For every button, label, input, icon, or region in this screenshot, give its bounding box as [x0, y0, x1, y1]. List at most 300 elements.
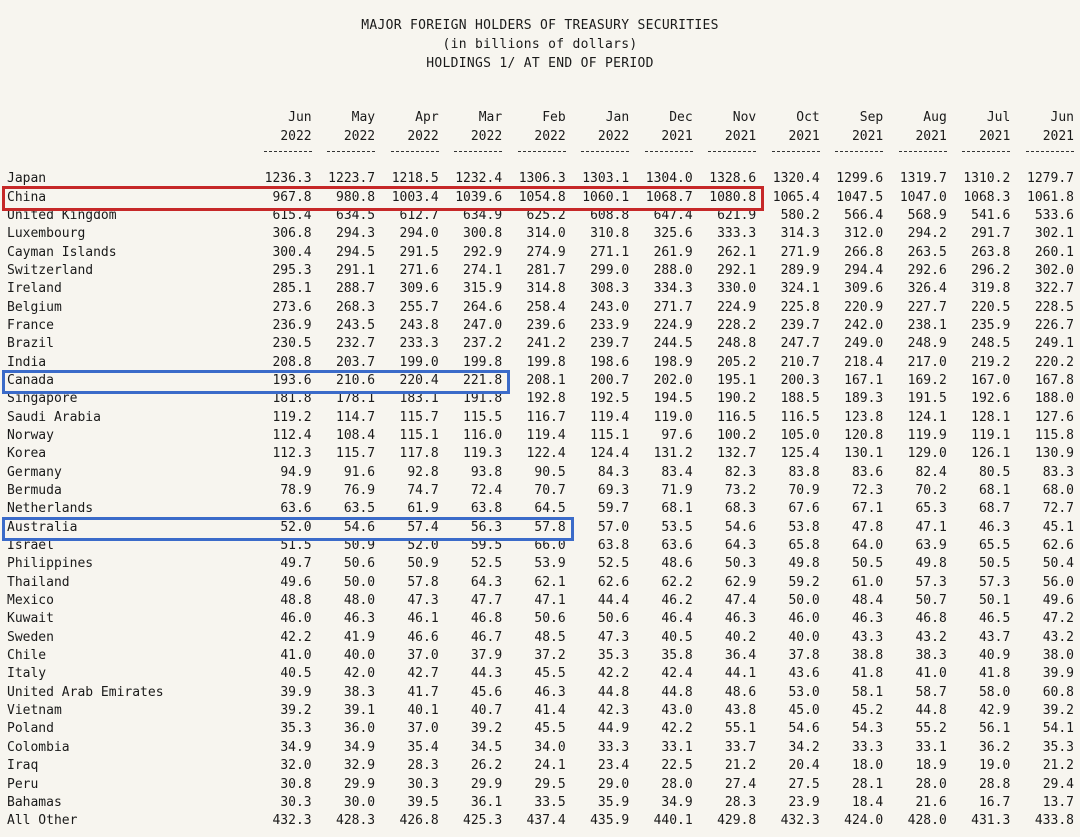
holding-value: 294.0 [399, 226, 439, 242]
holding-value: 34.9 [280, 739, 312, 755]
holding-value: 300.4 [272, 244, 312, 260]
holding-value: 268.3 [336, 299, 376, 315]
holding-value: 208.1 [526, 372, 566, 388]
holding-value: 73.2 [724, 483, 757, 499]
table-row [4, 317, 1076, 335]
holding-value: 1320.4 [772, 171, 820, 187]
country-name: Poland [7, 721, 54, 737]
holding-value: 292.1 [717, 262, 757, 278]
country-name: Vietnam [7, 703, 62, 719]
period-header [885, 108, 949, 152]
holding-value: 49.8 [788, 556, 820, 572]
holding-value: 615.4 [272, 207, 312, 223]
holding-value: 28.0 [661, 776, 693, 792]
holding-value: 119.9 [907, 427, 947, 443]
holding-value: 274.9 [526, 244, 566, 260]
period-header [314, 108, 378, 152]
holding-value: 1319.7 [899, 171, 947, 187]
holding-value: 1304.0 [645, 171, 693, 187]
holding-value: 608.8 [590, 207, 630, 223]
holding-value: 119.3 [463, 446, 503, 462]
holding-value: 1218.5 [391, 171, 439, 187]
country-name: Sweden [7, 629, 54, 645]
holding-value: 48.5 [534, 629, 566, 645]
holding-value: 248.8 [717, 336, 757, 352]
holding-value: 192.6 [971, 391, 1011, 407]
holding-value: 28.0 [915, 776, 947, 792]
holding-value: 1039.6 [455, 189, 503, 205]
holding-value: 46.8 [915, 611, 947, 627]
holding-value: 315.9 [463, 281, 503, 297]
holding-value: 120.8 [844, 427, 884, 443]
header-spacer [4, 152, 1076, 170]
country-name: Belgium [7, 299, 62, 315]
holding-value: 45.5 [534, 721, 566, 737]
holding-value: 68.3 [724, 501, 757, 517]
holding-value: 29.4 [1042, 776, 1074, 792]
table-row [4, 408, 1076, 426]
holding-value: 46.3 [724, 611, 757, 627]
holding-value: 263.8 [971, 244, 1011, 260]
holding-value: 40.2 [724, 629, 757, 645]
holding-value: 228.2 [717, 317, 757, 333]
holding-value: 39.9 [280, 684, 312, 700]
holding-value: 1080.8 [709, 189, 757, 205]
holding-value: 63.8 [597, 538, 630, 554]
period-year: 2022 [470, 129, 503, 144]
holding-value: 192.5 [590, 391, 630, 407]
holding-value: 242.0 [844, 317, 884, 333]
country-name: Germany [7, 464, 62, 480]
holding-value: 30.8 [280, 776, 312, 792]
country-name: Italy [7, 666, 47, 682]
holding-value: 36.4 [724, 648, 757, 664]
holding-value: 65.5 [978, 538, 1011, 554]
holding-value: 220.5 [971, 299, 1011, 315]
holding-value: 39.2 [1042, 703, 1074, 719]
holding-value: 30.0 [343, 794, 376, 810]
holding-value: 220.9 [844, 299, 884, 315]
holding-value: 52.5 [597, 556, 630, 572]
holding-value: 127.6 [1034, 409, 1074, 425]
holding-value: 61.0 [851, 574, 884, 590]
holding-value: 48.0 [343, 593, 376, 609]
holding-value: 227.7 [907, 299, 947, 315]
table-row [4, 519, 1076, 537]
holding-value: 53.5 [661, 519, 693, 535]
holding-value: 191.5 [907, 391, 947, 407]
holding-value: 1047.5 [836, 189, 884, 205]
holding-value: 50.6 [534, 611, 566, 627]
holding-value: 57.3 [915, 574, 947, 590]
holding-value: 199.0 [399, 354, 439, 370]
holding-value: 33.3 [597, 739, 630, 755]
holding-value: 285.1 [272, 281, 312, 297]
holding-value: 50.3 [724, 556, 757, 572]
holding-value: 1054.8 [518, 189, 566, 205]
holding-value: 45.2 [851, 703, 884, 719]
holding-value: 38.3 [343, 684, 376, 700]
holding-value: 52.5 [470, 556, 503, 572]
holding-value: 634.9 [463, 207, 503, 223]
holding-value: 36.2 [978, 739, 1011, 755]
holding-value: 188.5 [780, 391, 820, 407]
holding-value: 27.5 [788, 776, 820, 792]
holding-value: 312.0 [844, 226, 884, 242]
holding-value: 50.7 [915, 593, 947, 609]
holding-value: 193.6 [272, 372, 312, 388]
holding-value: 42.2 [597, 666, 630, 682]
period-header [758, 108, 822, 152]
holding-value: 119.0 [653, 409, 693, 425]
holding-value: 230.5 [272, 336, 312, 352]
holding-value: 39.2 [470, 721, 503, 737]
holding-value: 1303.1 [582, 171, 630, 187]
period-year: 2021 [1042, 129, 1074, 144]
holding-value: 167.8 [1034, 372, 1074, 388]
period-header [949, 108, 1013, 152]
holding-value: 42.9 [978, 703, 1011, 719]
country-name: Singapore [7, 391, 78, 407]
holding-value: 57.8 [534, 519, 566, 535]
holding-value: 54.6 [788, 721, 820, 737]
holding-value: 72.3 [851, 483, 884, 499]
holding-value: 228.5 [1034, 299, 1074, 315]
holding-value: 167.0 [971, 372, 1011, 388]
holding-value: 50.6 [597, 611, 630, 627]
holding-value: 239.6 [526, 317, 566, 333]
holding-value: 1068.3 [963, 189, 1011, 205]
country-name: Brazil [7, 336, 54, 352]
country-name: Switzerland [7, 262, 94, 278]
holding-value: 132.7 [717, 446, 757, 462]
holding-value: 62.1 [534, 574, 566, 590]
holding-value: 41.8 [978, 666, 1011, 682]
holding-value: 74.7 [407, 483, 439, 499]
holding-value: 69.3 [597, 483, 630, 499]
holding-value: 249.0 [844, 336, 884, 352]
holding-value: 41.4 [534, 703, 566, 719]
holding-value: 67.6 [788, 501, 820, 517]
holding-value: 83.3 [1042, 464, 1074, 480]
holding-value: 30.3 [407, 776, 439, 792]
holding-value: 57.3 [978, 574, 1011, 590]
table-row [4, 170, 1076, 188]
holding-value: 302.0 [1034, 262, 1074, 278]
holding-value: 46.5 [978, 611, 1011, 627]
holding-value: 1328.6 [709, 171, 757, 187]
holding-value: 78.9 [280, 483, 312, 499]
holding-value: 53.0 [788, 684, 820, 700]
holding-value: 220.4 [399, 372, 439, 388]
holding-value: 35.9 [597, 794, 630, 810]
holding-value: 119.4 [526, 427, 566, 443]
holding-value: 43.3 [851, 629, 884, 645]
holding-value: 224.9 [653, 317, 693, 333]
period-month: Jan [605, 110, 630, 125]
period-month: Jun [1050, 110, 1074, 125]
title-line-3: HOLDINGS 1/ AT END OF PERIOD [426, 56, 654, 71]
holding-value: 255.7 [399, 299, 439, 315]
table-row [4, 353, 1076, 371]
holding-value: 967.8 [272, 189, 312, 205]
holding-value: 29.5 [534, 776, 566, 792]
holding-value: 203.7 [336, 354, 376, 370]
holding-value: 435.9 [590, 813, 630, 829]
period-month: Jul [986, 110, 1011, 125]
holding-value: 1068.7 [645, 189, 693, 205]
period-year: 2021 [915, 129, 947, 144]
holding-value: 42.2 [661, 721, 693, 737]
country-name: Thailand [7, 574, 70, 590]
holding-value: 18.9 [915, 758, 947, 774]
holding-value: 266.8 [844, 244, 884, 260]
country-name: Mexico [7, 593, 54, 609]
table-row [4, 574, 1076, 592]
holding-value: 294.2 [907, 226, 947, 242]
holding-value: 112.4 [272, 427, 312, 443]
table-row [4, 720, 1076, 738]
holding-value: 68.0 [1042, 483, 1074, 499]
holding-value: 194.5 [653, 391, 693, 407]
holding-value: 46.1 [407, 611, 439, 627]
holding-value: 210.6 [336, 372, 376, 388]
holding-value: 48.6 [661, 556, 693, 572]
holding-value: 108.4 [336, 427, 376, 443]
holding-value: 40.9 [978, 648, 1011, 664]
holding-value: 249.1 [1034, 336, 1074, 352]
table-row [4, 298, 1076, 316]
holding-value: 169.2 [907, 372, 947, 388]
holding-value: 23.4 [597, 758, 630, 774]
holding-value: 431.3 [971, 813, 1011, 829]
country-name: Cayman Islands [7, 244, 117, 260]
holding-value: 295.3 [272, 262, 312, 278]
holding-value: 40.7 [470, 703, 503, 719]
holding-value: 247.7 [780, 336, 820, 352]
holding-value: 62.6 [1042, 538, 1074, 554]
holding-value: 202.0 [653, 372, 693, 388]
holding-value: 188.0 [1034, 391, 1074, 407]
holding-value: 47.2 [1042, 611, 1074, 627]
holding-value: 191.8 [463, 391, 503, 407]
period-month: Apr [415, 110, 439, 125]
holding-value: 43.2 [915, 629, 947, 645]
holding-value: 37.8 [788, 648, 820, 664]
holding-value: 55.2 [915, 721, 947, 737]
holding-value: 36.1 [470, 794, 503, 810]
holding-value: 42.2 [280, 629, 312, 645]
country-name: Saudi Arabia [7, 409, 101, 425]
holding-value: 309.6 [844, 281, 884, 297]
holding-value: 1279.7 [1027, 171, 1074, 187]
holding-value: 221.8 [463, 372, 503, 388]
holding-value: 47.7 [470, 593, 503, 609]
holding-value: 36.0 [343, 721, 376, 737]
holdings-table [4, 108, 1076, 830]
holding-value: 33.3 [851, 739, 884, 755]
holding-value: 49.6 [1042, 593, 1074, 609]
holding-value: 37.0 [407, 721, 439, 737]
holding-value: 54.6 [724, 519, 757, 535]
holding-value: 271.9 [780, 244, 820, 260]
holding-value: 116.5 [780, 409, 820, 425]
holding-value: 299.0 [590, 262, 630, 278]
period-header [377, 108, 441, 152]
holding-value: 68.1 [978, 483, 1011, 499]
country-name: United Kingdom [7, 207, 117, 223]
holding-value: 294.4 [844, 262, 884, 278]
table-body [4, 152, 1076, 830]
holding-value: 115.5 [463, 409, 503, 425]
holding-value: 62.6 [597, 574, 630, 590]
holding-value: 46.7 [470, 629, 503, 645]
holding-value: 72.7 [1042, 501, 1074, 517]
holding-value: 83.8 [788, 464, 820, 480]
holding-value: 59.7 [597, 501, 630, 517]
holding-value: 428.0 [907, 813, 947, 829]
holding-value: 54.6 [343, 519, 376, 535]
holding-value: 37.2 [534, 648, 566, 664]
holding-value: 112.3 [272, 446, 312, 462]
holding-value: 232.7 [336, 336, 376, 352]
holding-value: 46.8 [470, 611, 503, 627]
table-row [4, 775, 1076, 793]
holding-value: 199.8 [526, 354, 566, 370]
holding-value: 33.1 [661, 739, 693, 755]
period-header [568, 108, 632, 152]
holding-value: 68.1 [661, 501, 693, 517]
country-name: Netherlands [7, 501, 94, 517]
holding-value: 29.9 [343, 776, 376, 792]
holding-value: 262.1 [717, 244, 757, 260]
holding-value: 39.5 [407, 794, 439, 810]
holding-value: 292.6 [907, 262, 947, 278]
holding-value: 428.3 [336, 813, 376, 829]
holding-value: 322.7 [1034, 281, 1074, 297]
table-row [4, 684, 1076, 702]
holding-value: 70.9 [788, 483, 820, 499]
holding-value: 62.2 [661, 574, 693, 590]
holding-value: 199.8 [463, 354, 503, 370]
holding-value: 319.8 [971, 281, 1011, 297]
holding-value: 55.1 [724, 721, 757, 737]
holding-value: 51.5 [280, 538, 312, 554]
holding-value: 288.7 [336, 281, 376, 297]
holding-value: 625.2 [526, 207, 566, 223]
holding-value: 34.9 [343, 739, 376, 755]
holding-value: 38.8 [851, 648, 884, 664]
holding-value: 21.2 [724, 758, 757, 774]
holding-value: 80.5 [978, 464, 1011, 480]
holding-value: 1047.0 [899, 189, 947, 205]
holding-value: 49.6 [280, 574, 312, 590]
holding-value: 13.7 [1042, 794, 1074, 810]
holding-value: 64.0 [851, 538, 884, 554]
holding-value: 1060.1 [582, 189, 630, 205]
holding-value: 47.8 [851, 519, 884, 535]
holding-value: 119.2 [272, 409, 312, 425]
holding-value: 124.4 [590, 446, 630, 462]
holding-value: 33.1 [915, 739, 947, 755]
holding-value: 63.5 [343, 501, 376, 517]
holding-value: 64.3 [470, 574, 503, 590]
holding-value: 64.5 [534, 501, 566, 517]
holding-value: 260.1 [1034, 244, 1074, 260]
holding-value: 47.3 [597, 629, 630, 645]
holding-value: 35.3 [280, 721, 312, 737]
holding-value: 61.9 [407, 501, 439, 517]
country-name: All Other [7, 813, 78, 829]
holding-value: 63.9 [915, 538, 947, 554]
holding-value: 39.2 [280, 703, 312, 719]
holding-value: 42.7 [407, 666, 439, 682]
holding-value: 634.5 [336, 207, 376, 223]
holding-value: 235.9 [971, 317, 1011, 333]
holding-value: 64.3 [724, 538, 757, 554]
period-header [1012, 108, 1076, 152]
holding-value: 324.1 [780, 281, 820, 297]
holding-value: 56.3 [470, 519, 503, 535]
table-row [4, 243, 1076, 261]
country-name: Peru [7, 776, 39, 792]
period-year: 2022 [343, 129, 376, 144]
holding-value: 34.5 [470, 739, 503, 755]
period-month: May [351, 110, 376, 125]
period-year: 2022 [534, 129, 566, 144]
holding-value: 91.6 [343, 464, 376, 480]
table-row [4, 702, 1076, 720]
holding-value: 50.6 [343, 556, 376, 572]
period-year: 2021 [661, 129, 693, 144]
holding-value: 45.5 [534, 666, 566, 682]
holding-value: 568.9 [907, 207, 947, 223]
header-blank [4, 108, 250, 152]
holding-value: 308.3 [590, 281, 630, 297]
holding-value: 49.8 [915, 556, 947, 572]
holding-value: 18.4 [851, 794, 884, 810]
holding-value: 292.9 [463, 244, 503, 260]
holding-value: 980.8 [336, 189, 376, 205]
holding-value: 224.9 [717, 299, 757, 315]
holding-value: 66.0 [534, 538, 566, 554]
period-header [631, 108, 695, 152]
holding-value: 291.1 [336, 262, 376, 278]
holding-value: 94.9 [280, 464, 312, 480]
holding-value: 42.3 [597, 703, 630, 719]
holding-value: 288.0 [653, 262, 693, 278]
holding-value: 35.3 [597, 648, 630, 664]
holding-value: 16.7 [978, 794, 1011, 810]
holding-value: 43.7 [978, 629, 1011, 645]
holding-value: 45.1 [1042, 519, 1074, 535]
holding-value: 41.7 [407, 684, 439, 700]
holding-value: 261.9 [653, 244, 693, 260]
holding-value: 27.4 [724, 776, 757, 792]
holding-value: 258.4 [526, 299, 566, 315]
holding-value: 53.9 [534, 556, 566, 572]
holding-value: 46.0 [280, 611, 312, 627]
holding-value: 50.4 [1042, 556, 1074, 572]
holding-value: 59.5 [470, 538, 503, 554]
holding-value: 68.7 [978, 501, 1011, 517]
holding-value: 83.4 [661, 464, 693, 480]
holding-value: 200.7 [590, 372, 630, 388]
holding-value: 271.7 [653, 299, 693, 315]
holding-value: 35.4 [407, 739, 439, 755]
holding-value: 21.2 [1042, 758, 1074, 774]
holding-value: 54.3 [851, 721, 884, 737]
